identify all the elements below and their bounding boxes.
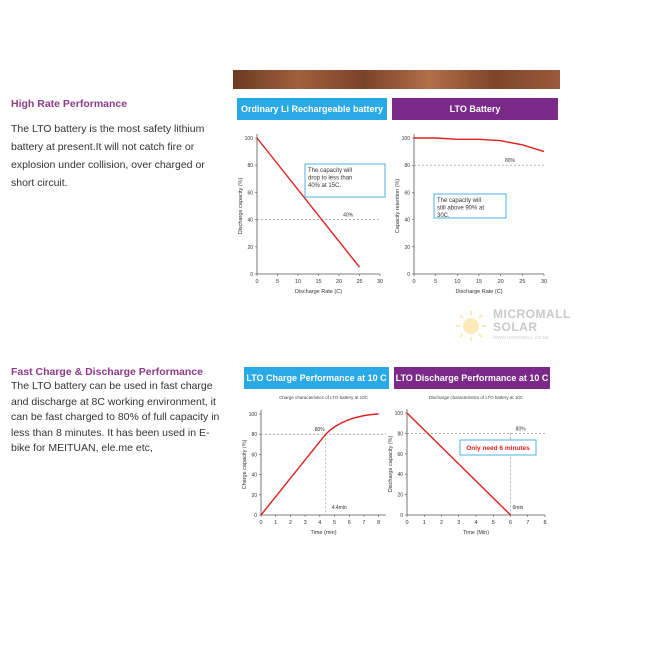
series-line	[407, 413, 511, 515]
x-tick-label: 20	[497, 279, 504, 285]
y-tick-label: 100	[401, 136, 410, 142]
annotation-text: The capacity will drop to less than 40% at 15C.	[308, 168, 353, 189]
y-tick-label: 100	[248, 412, 257, 418]
paragraph-line: bike for MEITUAN, ele.me etc,	[11, 442, 153, 454]
marker-label: 4.4min	[331, 505, 347, 511]
reference-label: 40%	[343, 212, 354, 219]
section-paragraph-high-rate	[11, 120, 205, 192]
x-tick-label: 10	[454, 279, 461, 285]
x-axis-label: Time (Min)	[462, 530, 490, 536]
y-tick-label: 0	[407, 272, 410, 278]
chart-lto-charge	[241, 367, 391, 535]
x-tick-label: 20	[335, 279, 343, 285]
paragraph-line: can be fast charged to 80% of full capacity in	[11, 411, 220, 423]
y-tick-label: 60	[404, 190, 410, 197]
chart-ordinary-li	[233, 98, 388, 303]
y-tick-label: 80	[247, 163, 253, 170]
x-tick-label: 30	[540, 279, 548, 285]
section-paragraph-fast-charge	[11, 379, 219, 457]
annotation-text: Only need 6 minutes	[466, 445, 530, 452]
chart-title: LTO Battery	[392, 98, 558, 120]
x-tick-label: 5	[491, 520, 495, 526]
y-tick-label: 100	[394, 411, 403, 417]
reference-label: 80%	[314, 427, 325, 434]
x-tick-label: 4	[474, 520, 478, 526]
x-tick-label: 3	[303, 520, 307, 526]
x-tick-label: 15	[475, 279, 483, 285]
watermark-line3: WWW.MICROMALL.CO.NZ	[493, 335, 549, 340]
chart-lto-discharge	[388, 367, 552, 536]
reference-label: 80%	[515, 426, 526, 433]
paragraph-line: The LTO battery can be used in fast charge	[11, 380, 213, 392]
y-axis-label: Discharge capacity (%)	[388, 435, 394, 493]
x-tick-label: 0	[405, 520, 409, 526]
x-tick-label: 1	[422, 520, 426, 526]
x-tick-label: 30	[376, 279, 384, 285]
y-tick-label: 20	[247, 244, 253, 251]
x-tick-label: 2	[439, 520, 444, 526]
chart-svg	[241, 367, 391, 535]
y-tick-label: 0	[400, 513, 403, 519]
y-tick-label: 100	[244, 136, 253, 142]
section-title-fast-charge: Fast Charge & Discharge Performance	[11, 366, 203, 378]
paragraph-line: short circuit.	[11, 177, 68, 189]
x-tick-label: 6	[508, 520, 513, 526]
x-tick-label: 10	[294, 279, 302, 285]
y-tick-label: 40	[404, 217, 410, 224]
chart-subtitle: Charge characteristics of LTO battery at 10C	[279, 395, 368, 400]
x-tick-label: 8	[377, 520, 381, 526]
x-tick-label: 8	[543, 520, 547, 526]
series-line	[414, 138, 544, 152]
y-axis-label: Capacity retention (%)	[395, 178, 401, 234]
paragraph-line: battery at present.It will not catch fire or	[11, 141, 195, 153]
x-tick-label: 25	[356, 279, 363, 285]
y-axis-label: Discharge capacity (%)	[238, 177, 244, 235]
y-tick-label: 40	[251, 472, 257, 479]
y-tick-label: 20	[397, 492, 403, 499]
paragraph-line: The LTO battery is the most safety lithium	[11, 123, 205, 135]
x-tick-label: 2	[288, 520, 292, 526]
x-axis-label: Discharge Rate (C)	[455, 289, 503, 295]
x-axis-label: Time (min)	[310, 530, 337, 536]
y-axis-label: Charge capacity (%)	[242, 439, 248, 490]
y-tick-label: 20	[251, 492, 257, 499]
x-tick-label: 15	[315, 279, 322, 285]
x-tick-label: 5	[434, 279, 438, 285]
watermark	[455, 306, 585, 346]
x-tick-label: 4	[318, 520, 322, 526]
watermark-line1: MICROMALL	[493, 307, 571, 321]
section-title-high-rate: High Rate Performance	[11, 98, 128, 110]
y-tick-label: 40	[397, 472, 403, 479]
x-tick-label: 0	[412, 279, 416, 285]
chart-svg	[233, 98, 388, 303]
y-tick-label: 0	[250, 272, 253, 278]
x-tick-label: 5	[332, 520, 337, 526]
y-tick-label: 60	[397, 451, 403, 458]
chart-subtitle: Discharge characteristics of LTO battery at 10C	[428, 395, 524, 400]
y-tick-label: 80	[397, 431, 403, 438]
chart-svg	[388, 367, 552, 536]
chart-svg	[390, 98, 560, 303]
x-tick-label: 1	[274, 520, 278, 526]
x-tick-label: 3	[457, 520, 461, 526]
watermark-line2: SOLAR	[493, 320, 538, 334]
x-tick-label: 0	[255, 279, 259, 285]
annotation-text: The capacity will still above 90% at 30C.	[437, 198, 485, 219]
y-tick-label: 60	[247, 190, 253, 197]
y-tick-label: 60	[251, 452, 257, 459]
paragraph-line: and discharge at 8C working environment, it	[11, 395, 216, 408]
x-tick-label: 5	[275, 279, 280, 285]
chart-title: LTO Charge Performance at 10 C	[244, 367, 389, 389]
x-tick-label: 25	[519, 279, 526, 285]
series-line	[257, 138, 360, 267]
y-tick-label: 80	[251, 432, 257, 439]
decorative-wood-banner	[233, 70, 560, 89]
x-tick-label: 7	[362, 520, 366, 526]
marker-label: 6min	[512, 505, 524, 511]
chart-lto-battery	[390, 98, 560, 303]
chart-title: Ordinary Li Rechargeable battery	[237, 98, 387, 120]
chart-title: LTO Discharge Performance at 10 C	[394, 367, 550, 389]
x-tick-label: 0	[259, 520, 263, 526]
x-axis-label: Discharge Rate (C)	[294, 289, 343, 295]
reference-label: 80%	[505, 158, 516, 165]
paragraph-line: explosion under collision, over charged or	[11, 159, 205, 171]
x-tick-label: 7	[526, 520, 530, 526]
x-tick-label: 6	[347, 520, 351, 526]
y-tick-label: 40	[247, 217, 253, 224]
y-tick-label: 20	[404, 244, 410, 251]
y-tick-label: 80	[404, 163, 410, 170]
paragraph-line: less than 8 minutes. It has been used in E-	[11, 426, 210, 439]
y-tick-label: 0	[254, 513, 257, 519]
